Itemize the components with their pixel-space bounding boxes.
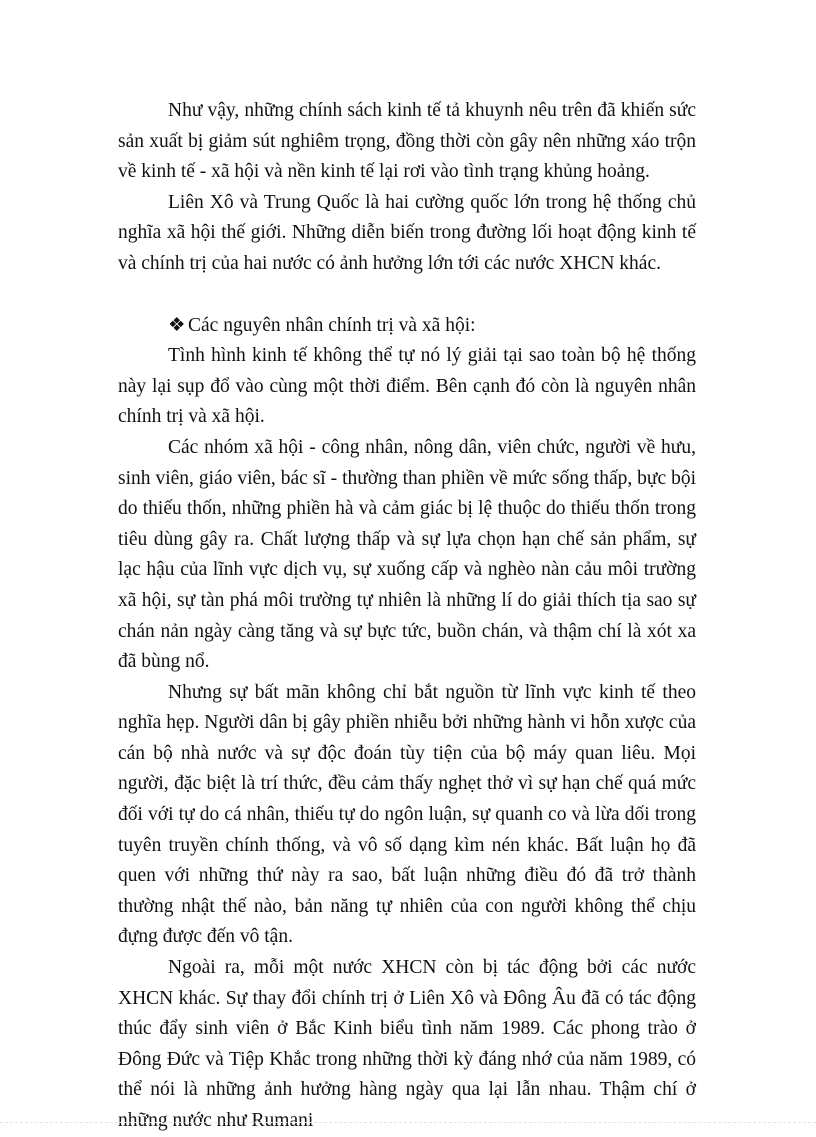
paragraph-economic-explanation: Tình hình kinh tế không thể tự nó lý giải tại sao toàn bộ hệ thống này lại sụp đổ vào cùng một thời điểm. Bên cạnh đó còn là nguyên nhân chính trị và xã hội. <box>118 345 696 428</box>
diamond-bullet-icon: ❖ <box>168 314 186 336</box>
paragraph-discontent: Nhưng sự bất mãn không chỉ bắt nguồn từ lĩnh vực kinh tế theo nghĩa hẹp. Người dân bị gây phiền nhiễu bởi những hành vi hỗn xược của cán bộ nhà nước và sự độc đoán tùy tiện của bộ máy quan liêu. Mọi người, đặc biệt là trí thức, đều cảm thấy nghẹt thở vì sự hạn chế quá mức đối với tự do cá nhân, thiếu tự do ngôn luận, sự quanh co và lừa dối trong tuyên truyền chính thống, và vô số dạng kìm nén khác. Bất luận họ đã quen với những thứ này ra sao, bất luận những điều đó đã trở thành thường nhật thế nào, bản năng tự nhiên của con người không thể chịu đựng được đến vô tận. <box>118 681 696 948</box>
paragraph-mutual-influence: Ngoài ra, mỗi một nước XHCN còn bị tác động bởi các nước XHCN khác. Sự thay đổi chính trị ở Liên Xô và Đông Âu đã có tác động thúc đẩy sinh viên ở Bắc Kinh biểu tình năm 1989. Các phong trào ở Đông Đức và Tiệp Khắc trong những thời kỳ đáng nhớ của năm 1989, có thể nói là những ảnh hưởng hàng ngày qua lại lẫn nhau. Thậm chí ở những nước như Rumani <box>118 957 696 1131</box>
document-body <box>118 96 696 1137</box>
section-heading-text: Các nguyên nhân chính trị và xã hội: <box>188 314 476 336</box>
paragraph-gap <box>118 280 696 311</box>
section-heading <box>118 311 696 342</box>
paragraph-social-groups: Các nhóm xã hội - công nhân, nông dân, viên chức, người về hưu, sinh viên, giáo viên, bác sĩ - thường than phiền về mức sống thấp, bực bội do thiếu thốn, những phiền hà và cảm giác bị lệ thuộc do thiếu thốn trong tiêu dùng gây ra. Chất lượng thấp và sự lựa chọn hạn chế sản phẩm, sự lạc hậu của lĩnh vực dịch vụ, sự xuống cấp và nghèo nàn cảu môi trường xã hội, sự tàn phá môi trường tự nhiên là những lí do giải thích tịa sao sự chán nản ngày càng tăng và sự bực tức, buồn chán, và thậm chí là xót xa đã bùng nổ. <box>118 436 696 673</box>
paragraph-soviet-china: Liên Xô và Trung Quốc là hai cường quốc lớn trong hệ thống chủ nghĩa xã hội thế giới. Những diễn biến trong đường lối hoạt động kinh tế và chính trị của hai nước có ảnh hưởng lớn tới các nước XHCN khác. <box>118 191 696 274</box>
paragraph-policy-consequences: Như vậy, những chính sách kinh tế tả khuynh nêu trên đã khiến sức sản xuất bị giảm sút nghiêm trọng, đồng thời còn gây nên những xáo trộn về kinh tế - xã hội và nền kinh tế lại rơi vào tình trạng khủng hoảng. <box>118 100 696 183</box>
